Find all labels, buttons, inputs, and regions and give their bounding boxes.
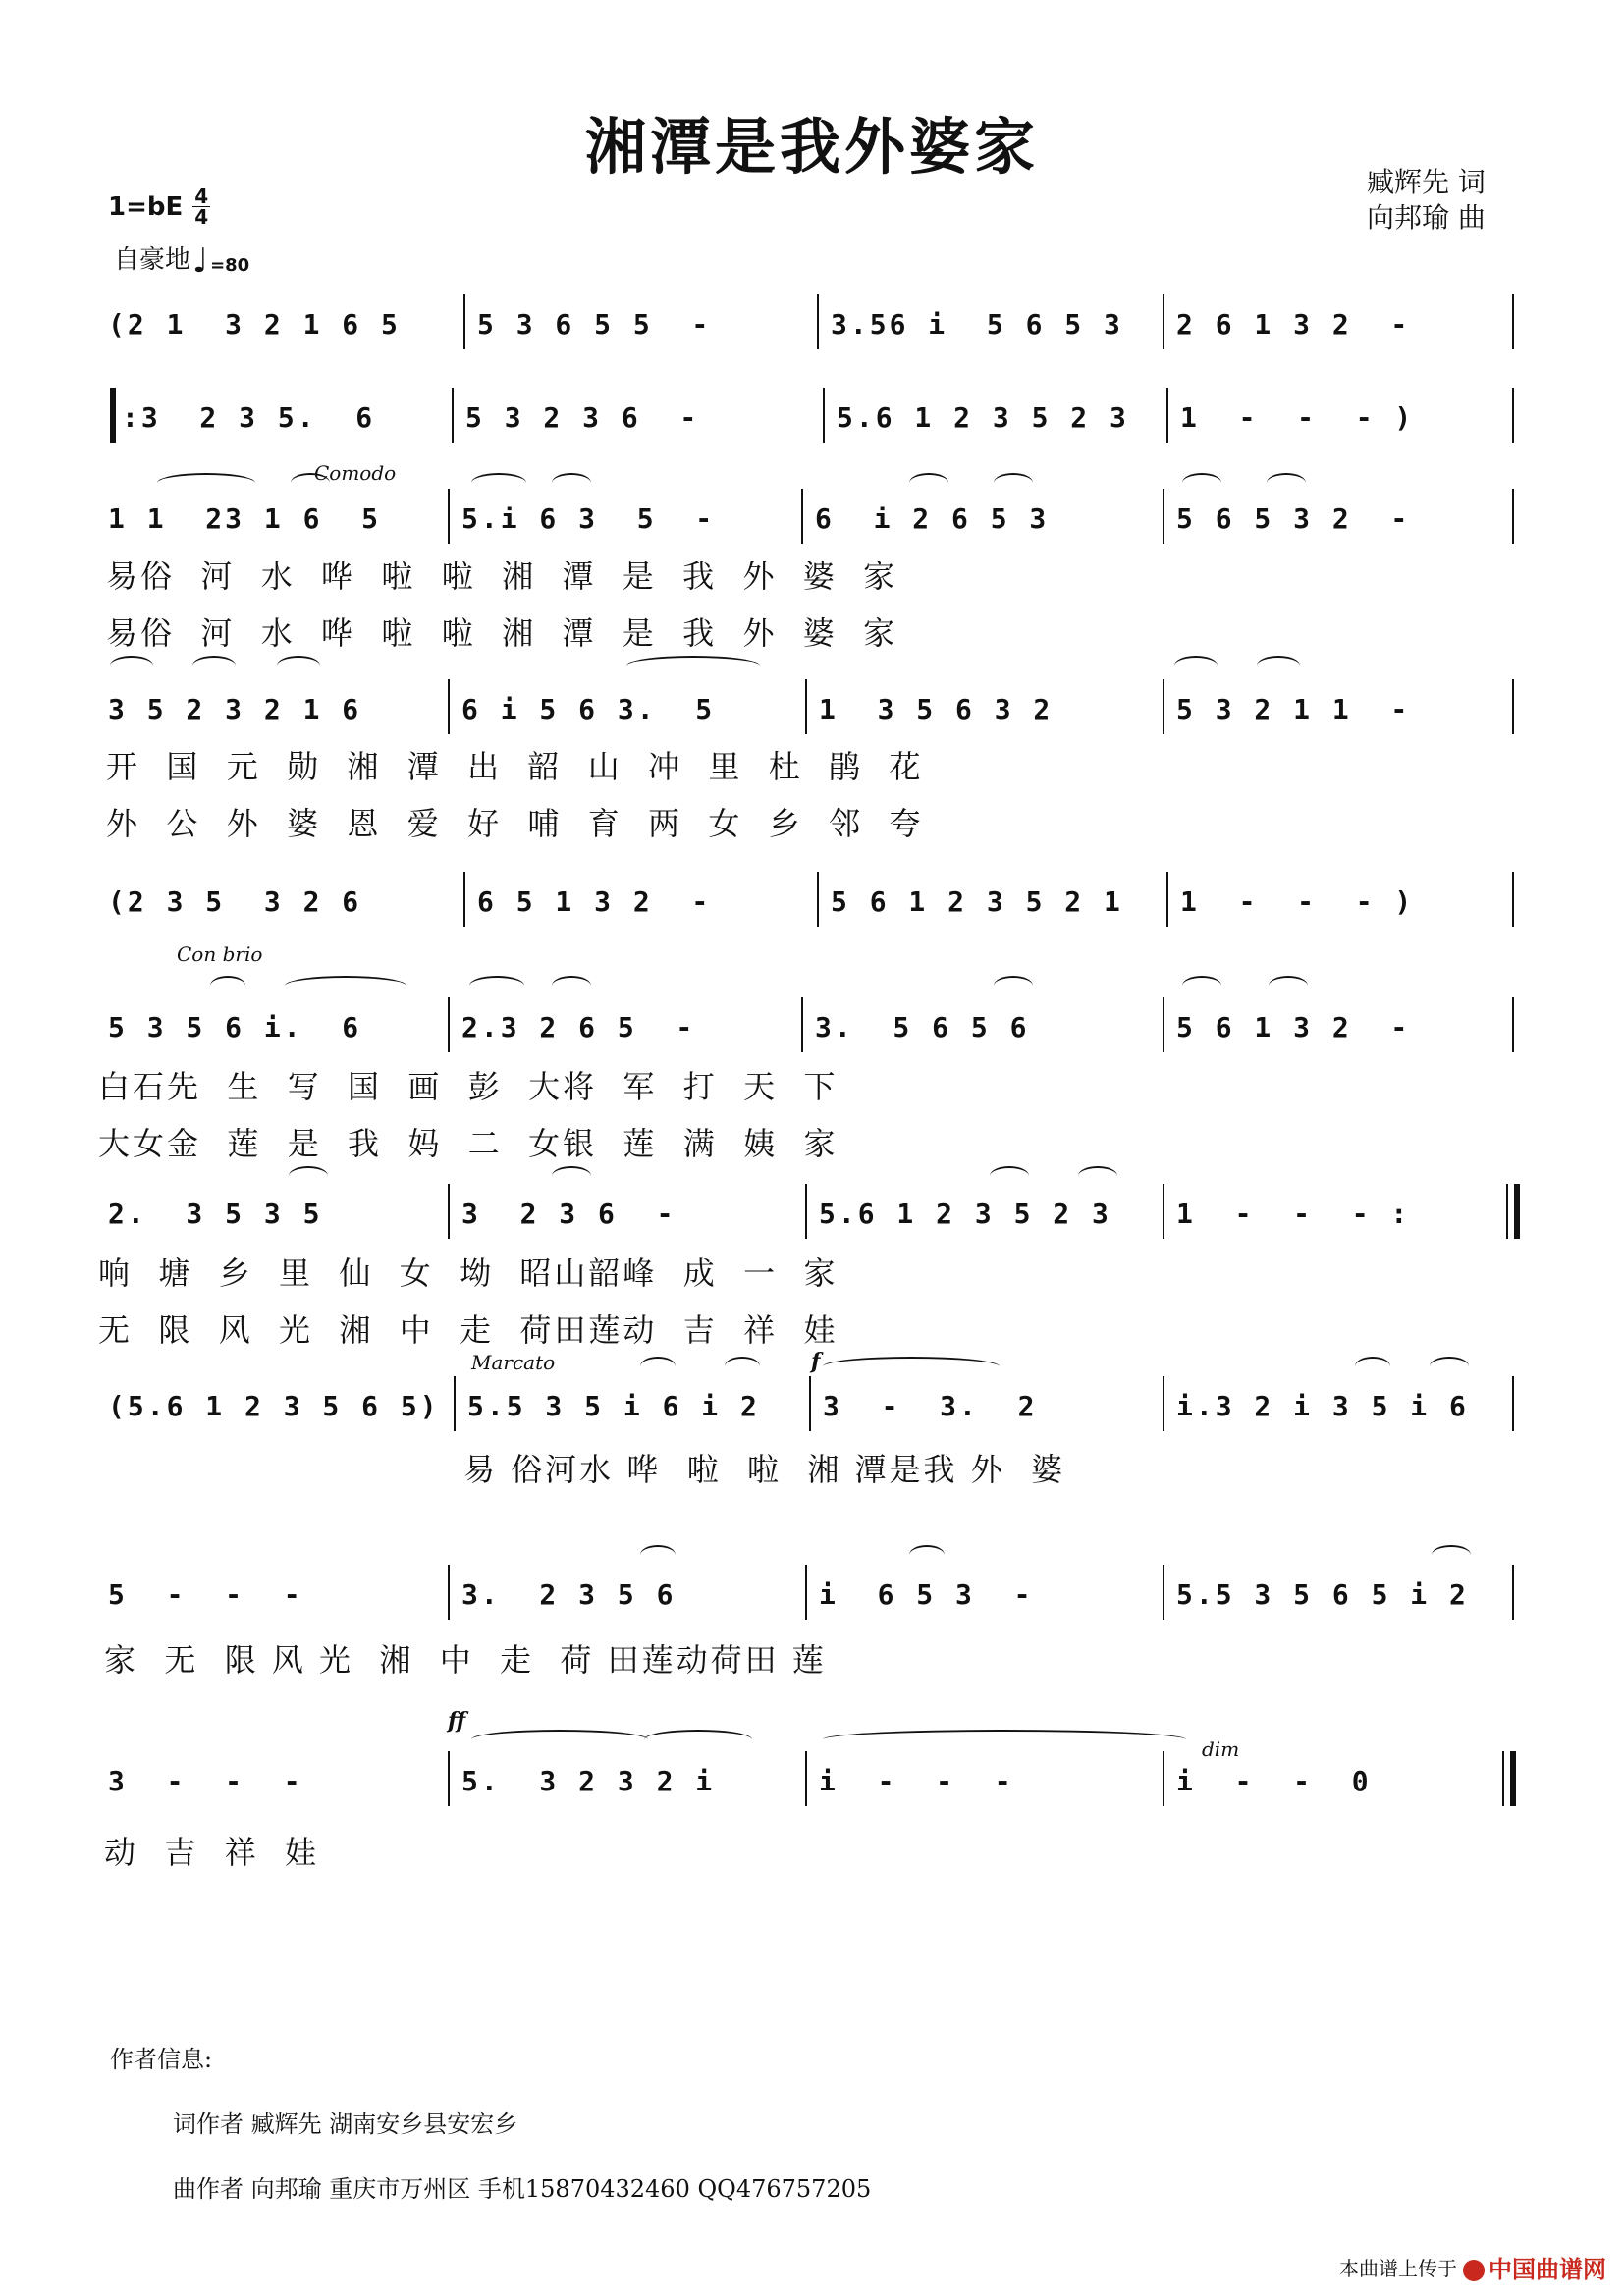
measure-notes: 3 2 3 6 - xyxy=(461,1198,677,1230)
slur xyxy=(1182,473,1221,493)
measure-notes: 5. 3 2 3 2 i xyxy=(461,1765,716,1797)
barline xyxy=(1512,294,1514,349)
lyrics-verse-1: 白石先 生 写 国 画 彭 大将 军 打 天 下 xyxy=(98,1068,839,1105)
lyrics-verse-2: 无 限 风 光 湘 中 走 荷田莲动 吉 祥 娃 xyxy=(98,1311,839,1349)
slur xyxy=(909,473,948,493)
slur xyxy=(644,1730,752,1749)
tempo-marking xyxy=(114,240,250,281)
barline xyxy=(1163,1376,1164,1431)
barline xyxy=(1163,1751,1164,1806)
barline xyxy=(1166,388,1168,443)
measure-notes: 5.6 1 2 3 5 2 3 xyxy=(819,1198,1111,1230)
slur xyxy=(1430,1357,1469,1376)
slur xyxy=(469,976,524,995)
measure-notes: 3 - - - xyxy=(108,1765,303,1797)
barline xyxy=(823,388,825,443)
dynamic-mark: f xyxy=(811,1349,821,1374)
slur xyxy=(157,473,255,493)
repeat-end-barline xyxy=(1514,1184,1520,1239)
slur xyxy=(552,976,591,995)
time-signature xyxy=(192,187,210,227)
barline xyxy=(805,1565,807,1620)
slur xyxy=(192,656,236,675)
measure-notes: i 6 5 3 - xyxy=(819,1578,1034,1611)
slur xyxy=(471,473,526,493)
barline xyxy=(1163,679,1164,734)
lyrics-line: 易 俗河水 哗 啦 啦 湘 潭是我 外 婆 xyxy=(463,1451,1066,1488)
barline xyxy=(1512,489,1514,544)
measure-notes: 1 - - - ) xyxy=(1180,401,1415,434)
measure-notes: 5 3 6 5 5 - xyxy=(477,308,712,341)
barline xyxy=(448,1184,450,1239)
slur xyxy=(823,1730,1186,1749)
footer-text: 本曲谱上传于 xyxy=(1339,2257,1457,2280)
barline xyxy=(1506,1184,1508,1239)
barline xyxy=(448,679,450,734)
time-bottom: 4 xyxy=(194,205,209,229)
slur xyxy=(1078,1166,1117,1186)
barline xyxy=(448,1751,450,1806)
page-title: 湘潭是我外婆家 xyxy=(584,111,1039,183)
barline xyxy=(817,294,819,349)
barline xyxy=(463,872,465,927)
measure-notes: 3. 5 6 5 6 xyxy=(815,1011,1030,1043)
barline xyxy=(448,997,450,1052)
measure-notes: 3 5 2 3 2 1 6 xyxy=(108,693,362,725)
measure-notes: 2. 3 5 3 5 xyxy=(108,1198,323,1230)
lyricist-info: 词作者 臧辉先 湖南安乡县安宏乡 xyxy=(173,2110,518,2138)
measure-notes: 6 i 2 6 5 3 xyxy=(815,503,1050,535)
slur xyxy=(990,1166,1029,1186)
slur xyxy=(1174,656,1218,675)
logo-text: 中国曲谱网 xyxy=(1489,2256,1606,2283)
slur xyxy=(285,976,406,995)
slur xyxy=(626,656,760,675)
measure-notes: (2 1 3 2 1 6 5 xyxy=(108,308,401,341)
barline xyxy=(801,997,803,1052)
measure-notes: i.3 2 i 3 5 i 6 xyxy=(1176,1390,1469,1422)
slur xyxy=(725,1357,760,1376)
tempo-mark: Con brio xyxy=(177,942,263,966)
barline xyxy=(805,679,807,734)
site-logo[interactable] xyxy=(1463,2250,1606,2284)
barline xyxy=(1512,1376,1514,1431)
lyrics-verse-1: 易俗 河 水 哗 啦 啦 湘 潭 是 我 外 婆 家 xyxy=(106,558,898,595)
lyrics-verse-1: 开 国 元 勋 湘 潭 出 韶 山 冲 里 杜 鹃 花 xyxy=(106,748,924,785)
lyrics-line: 动 吉 祥 娃 xyxy=(104,1834,320,1871)
measure-notes: 1 1 23 1 6 5 xyxy=(108,503,382,535)
barline xyxy=(801,489,803,544)
slur xyxy=(1267,473,1306,493)
time-top: 4 xyxy=(194,185,209,208)
barline xyxy=(1512,1565,1514,1620)
barline xyxy=(463,294,465,349)
measure-notes: (5.6 1 2 3 5 6 5) xyxy=(108,1390,440,1422)
footer xyxy=(1339,2250,1606,2284)
measure-notes: 5 6 5 3 2 - xyxy=(1176,503,1411,535)
slur xyxy=(552,473,591,493)
measure-notes: 2 6 1 3 2 - xyxy=(1176,308,1411,341)
barline xyxy=(1512,872,1514,927)
barline xyxy=(1163,1184,1164,1239)
composer-info: 曲作者 向邦瑜 重庆市万州区 手机15870432460 QQ476757205 xyxy=(173,2175,872,2203)
measure-notes: i - - - xyxy=(819,1765,1014,1797)
lyrics-verse-2: 易俗 河 水 哗 啦 啦 湘 潭 是 我 外 婆 家 xyxy=(106,614,898,652)
barline xyxy=(1512,388,1514,443)
slur xyxy=(823,1357,1000,1376)
logo-icon xyxy=(1463,2260,1485,2281)
measure-notes: 5 6 1 3 2 - xyxy=(1176,1011,1411,1043)
barline xyxy=(1163,1565,1164,1620)
barline xyxy=(448,489,450,544)
measure-notes: 5 3 2 3 6 - xyxy=(465,401,700,434)
barline xyxy=(805,1751,807,1806)
barline xyxy=(1163,997,1164,1052)
expression-text: 自豪地 xyxy=(114,245,191,275)
slur xyxy=(909,1545,945,1565)
measure-notes: 1 - - - ) xyxy=(1180,885,1415,918)
lyrics-verse-1: 响 塘 乡 里 仙 女 坳 昭山韶峰 成 一 家 xyxy=(98,1255,839,1292)
barline xyxy=(1163,489,1164,544)
barline xyxy=(1512,997,1514,1052)
final-barline xyxy=(1502,1751,1504,1806)
barline xyxy=(452,388,454,443)
slur xyxy=(552,1166,591,1186)
measure-notes: 5.5 3 5 i 6 i 2 xyxy=(467,1390,760,1422)
lyricist-credit: 臧辉先 词 xyxy=(1367,166,1486,198)
measure-notes: 5 - - - xyxy=(108,1578,303,1611)
slur xyxy=(640,1357,676,1376)
lyrics-line: 家 无 限 风 光 湘 中 走 荷 田莲动荷田 莲 xyxy=(104,1641,827,1679)
measure-notes: 3. 2 3 5 6 xyxy=(461,1578,677,1611)
slur xyxy=(994,473,1033,493)
lyrics-verse-2: 外 公 外 婆 恩 爱 好 哺 育 两 女 乡 邻 夸 xyxy=(106,805,924,842)
slur xyxy=(291,473,330,493)
tempo-mark: Marcato xyxy=(471,1351,556,1374)
final-barline-thick xyxy=(1510,1751,1516,1806)
slur xyxy=(994,976,1033,995)
measure-notes: 3 - 3. 2 xyxy=(823,1390,1038,1422)
slur xyxy=(1269,976,1308,995)
measure-notes: 1 - - - : xyxy=(1176,1198,1411,1230)
barline xyxy=(1512,679,1514,734)
barline xyxy=(1166,872,1168,927)
quarter-note-icon: ♩ xyxy=(192,241,209,281)
measure-notes: 6 5 1 3 2 - xyxy=(477,885,712,918)
slur xyxy=(110,656,153,675)
slur xyxy=(210,976,245,995)
composer-credit: 向邦瑜 曲 xyxy=(1367,201,1486,234)
measure-notes: 5.6 1 2 3 5 2 3 xyxy=(837,401,1129,434)
barline xyxy=(454,1376,456,1431)
barline xyxy=(817,872,819,927)
slur xyxy=(471,1730,648,1749)
slur xyxy=(1432,1545,1471,1565)
measure-notes: :3 2 3 5. 6 xyxy=(122,401,376,434)
barline xyxy=(448,1565,450,1620)
info-heading: 作者信息: xyxy=(110,2046,213,2073)
measure-notes: 6 i 5 6 3. 5 xyxy=(461,693,716,725)
bpm-value: =80 xyxy=(210,255,250,276)
measure-notes: 5.i 6 3 5 - xyxy=(461,503,716,535)
dynamic-mark: ff xyxy=(448,1708,466,1734)
measure-notes: 5 3 2 1 1 - xyxy=(1176,693,1411,725)
tempo-mark: Comodo xyxy=(314,461,397,485)
slur xyxy=(1182,976,1221,995)
barline xyxy=(1163,294,1164,349)
measure-notes: 5.5 3 5 6 5 i 2 xyxy=(1176,1578,1469,1611)
measure-notes: 2.3 2 6 5 - xyxy=(461,1011,696,1043)
measure-notes: 1 3 5 6 3 2 xyxy=(819,693,1054,725)
key-signature xyxy=(108,187,210,227)
measure-notes: 5 6 1 2 3 5 2 1 xyxy=(831,885,1123,918)
repeat-start-barline xyxy=(110,388,116,443)
dynamic-mark: dim xyxy=(1202,1737,1240,1761)
key-label: 1=bE xyxy=(108,191,184,222)
measure-notes: i - - 0 xyxy=(1176,1765,1372,1797)
slur xyxy=(277,656,320,675)
slur xyxy=(1355,1357,1390,1376)
barline xyxy=(805,1184,807,1239)
barline xyxy=(809,1376,811,1431)
lyrics-verse-2: 大女金 莲 是 我 妈 二 女银 莲 满 姨 家 xyxy=(98,1125,839,1162)
measure-notes: 3.56 i 5 6 5 3 xyxy=(831,308,1123,341)
slur xyxy=(640,1545,676,1565)
measure-notes: 5 3 5 6 i. 6 xyxy=(108,1011,362,1043)
slur xyxy=(1257,656,1300,675)
slur xyxy=(289,1166,328,1186)
measure-notes: (2 3 5 3 2 6 xyxy=(108,885,362,918)
credits xyxy=(1367,165,1486,236)
